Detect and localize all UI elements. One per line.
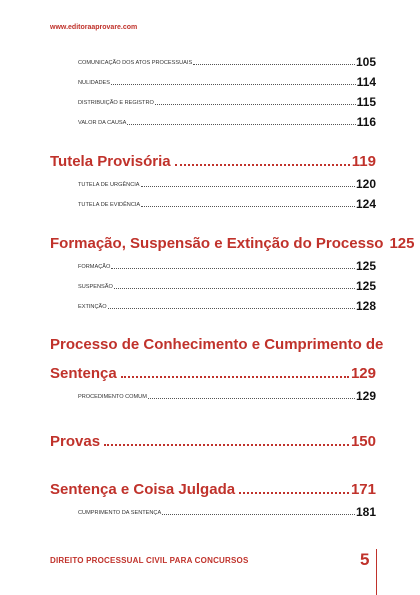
chapter-title-line1[interactable]: Processo de Conhecimento e Cumprimento de — [50, 336, 384, 353]
dot-leader — [111, 268, 355, 269]
toc-entry-page: 116 — [356, 115, 376, 129]
toc-entry-title: TUTELA DE URGÊNCIA — [78, 182, 140, 188]
dot-leader — [141, 186, 355, 187]
toc-entry-page: 114 — [356, 75, 376, 89]
toc-entry-title: PROCEDIMENTO COMUM — [78, 394, 147, 400]
chapter-title: Sentença e Coisa Julgada — [50, 481, 236, 498]
chapter-title: Provas — [50, 433, 101, 450]
toc-entry-page: 128 — [355, 299, 376, 313]
toc-entry-valor-da-causa[interactable] — [78, 108, 376, 128]
page-number: 5 — [360, 550, 370, 569]
dot-leader — [155, 104, 356, 105]
toc-entry-title: DISTRIBUIÇÃO E REGISTRO — [78, 100, 154, 106]
chapter-title: Formação, Suspensão e Extinção do Processo — [50, 235, 384, 252]
toc-chapter-sentenca[interactable] — [50, 472, 376, 498]
toc-entry-page: 125 — [355, 259, 376, 273]
toc-entry-nulidades[interactable] — [78, 68, 376, 88]
dot-leader — [121, 376, 349, 378]
toc-entry-title: CUMPRIMENTO DA SENTENÇA — [78, 510, 162, 516]
toc-entry-page: 120 — [355, 177, 376, 191]
chapter-title: Tutela Provisória — [50, 153, 171, 170]
toc-entry-tutela-urgencia[interactable] — [78, 170, 376, 190]
dot-leader — [141, 206, 355, 207]
toc-chapter-formacao[interactable] — [50, 226, 415, 252]
chapter-page: 129 — [350, 365, 376, 382]
toc-entry-title: SUSPENSÃO — [78, 284, 113, 290]
toc-entry-procedimento-comum[interactable] — [78, 382, 376, 402]
dot-leader — [148, 398, 355, 399]
dot-leader — [114, 288, 355, 289]
toc-entry-distribuicao[interactable] — [78, 88, 376, 108]
site-url[interactable]: www.editoraaprovare.com — [50, 24, 138, 31]
chapter-page: 150 — [350, 433, 376, 450]
dot-leader — [175, 164, 350, 166]
toc-entry-page: 124 — [355, 197, 376, 211]
toc-entry-title: COMUNICAÇÃO DOS ATOS PROCESSUAIS — [78, 60, 193, 66]
dot-leader — [104, 444, 349, 446]
toc-entry-page: 129 — [355, 389, 376, 403]
toc-entry-page: 181 — [355, 505, 376, 519]
toc-entry-cumprimento-sentenca[interactable] — [78, 498, 376, 518]
toc-entry-title: EXTINÇÃO — [78, 304, 107, 310]
toc-entry-tutela-evidencia[interactable] — [78, 190, 376, 210]
dot-leader — [111, 84, 356, 85]
footer-divider — [376, 549, 377, 595]
toc-chapter-tutela-provisoria[interactable] — [50, 144, 376, 170]
toc-entry-title: VALOR DA CAUSA — [78, 120, 127, 126]
dot-leader — [239, 492, 349, 494]
dot-leader — [162, 514, 355, 515]
toc-entry-formacao[interactable] — [78, 252, 376, 272]
toc-entry-extincao[interactable] — [78, 292, 376, 312]
table-of-contents — [50, 48, 415, 519]
toc-chapter-provas[interactable] — [50, 424, 376, 450]
toc-entry-page: 125 — [355, 279, 376, 293]
toc-entry-title: FORMAÇÃO — [78, 264, 111, 270]
toc-entry-page: 105 — [355, 55, 376, 69]
toc-entry-title: TUTELA DE EVIDÊNCIA — [78, 202, 141, 208]
toc-entry-page: 115 — [356, 95, 376, 109]
toc-entry-suspensao[interactable] — [78, 272, 376, 292]
toc-entry-title: NULIDADES — [78, 80, 111, 86]
dot-leader — [193, 64, 355, 65]
chapter-page: 171 — [350, 481, 376, 498]
chapter-page: 125 — [389, 235, 415, 252]
chapter-page: 119 — [351, 153, 376, 170]
toc-chapter-processo-conhecimento[interactable] — [50, 356, 376, 382]
dot-leader — [108, 308, 355, 309]
footer-book-title: DIREITO PROCESSUAL CIVIL PARA CONCURSOS — [50, 556, 249, 565]
toc-entry-comunicacao[interactable] — [78, 48, 376, 68]
chapter-title: Sentença — [50, 365, 117, 382]
dot-leader — [127, 124, 355, 125]
